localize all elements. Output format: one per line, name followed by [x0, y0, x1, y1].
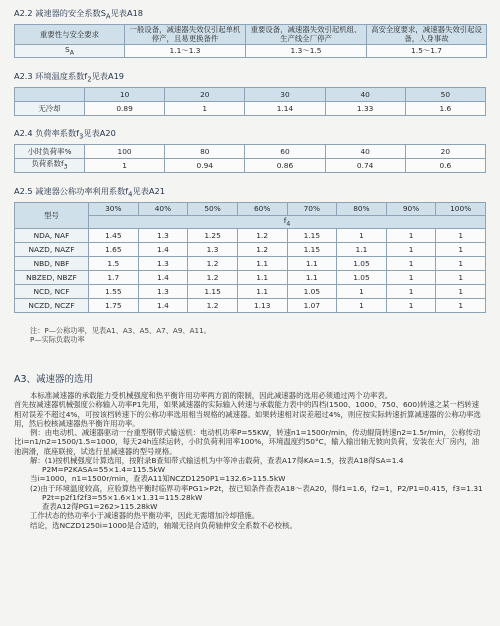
cell: 1.3: [188, 243, 238, 257]
cell: 1.3: [138, 285, 188, 299]
cell: 40: [325, 145, 405, 159]
section-a2-3-title: A2.3 环境温度系数$f_2$见表A19: [14, 71, 124, 84]
cell: 1.1: [337, 243, 387, 257]
cell: 1: [436, 271, 486, 285]
cell: 60: [245, 145, 325, 159]
section-a2-4-title: A2.4 负荷率系数$f_3$见表A20: [14, 128, 116, 141]
cell: 1.2: [188, 299, 238, 313]
note-line: 注：P—公称功率，见表A1、A3、A5、A7、A9、A11。: [30, 326, 211, 335]
cell: 1.2: [188, 271, 238, 285]
cell: 1.15: [287, 229, 337, 243]
header-cell: 40%: [138, 203, 188, 216]
header-cell: 50%: [188, 203, 238, 216]
header-cell: 30%: [89, 203, 139, 216]
header-cell: 重要设备，减速器失效引起机组、生产线全厂停产: [246, 25, 367, 45]
cell: 1.14: [245, 102, 325, 116]
row-label: 负荷系数$f_3$: [15, 159, 85, 173]
cell: 1.1: [287, 257, 337, 271]
paragraph: 查表A12得PG1=262>115.28kW: [42, 502, 158, 511]
model-cell: NBZED, NBZF: [15, 271, 89, 285]
paragraph: 本标准减速器的承载能力受机械强度和热平衡许用功率两方面的限制，因此减速器的选用必须通过两个功率表。: [30, 391, 393, 400]
cell: 1.7: [89, 271, 139, 285]
note-line: P—实际负载功率: [30, 335, 85, 344]
header-cell: 重要性与安全要求: [15, 25, 125, 45]
cell: 1: [386, 243, 436, 257]
section-a2-5-title: A2.5 减速器公称功率利用系数$f_4$见表A21: [14, 186, 165, 199]
cell: 1.4: [138, 271, 188, 285]
cell: 1.3: [138, 257, 188, 271]
cell: 100: [85, 145, 165, 159]
cell: 1.25: [188, 229, 238, 243]
temperature-factor-table: [14, 87, 486, 116]
paragraph: 例：由电动机、减速器驱动一台重型钢带式输送机：电动机功率P=55KW，转速n1=1500r/min，传动辊筒转速n2=1.5r/min，公称传动比i=n1/n2=1500/1.5=1000，每天24h连续运转，小时负荷利用率100%，环境温度约50°C，输入输出轴无彼向负荷，安装在大厂房内，油池润滑，底座联接，试选行星减速器的型号规格。: [14, 428, 481, 456]
cell: 1: [165, 102, 245, 116]
model-cell: NBD, NBF: [15, 257, 89, 271]
header-cell: 60%: [237, 203, 287, 216]
cell: 1: [386, 229, 436, 243]
cell: 1.1: [237, 271, 287, 285]
cell: 1: [436, 299, 486, 313]
load-factor-table: [14, 144, 486, 173]
cell: 1.2: [237, 229, 287, 243]
cell: 1.1: [287, 271, 337, 285]
paragraph: 当i=1000，n1=1500r/min，查表A11知NCZD1250P1=132.6>115.5kW: [30, 474, 286, 484]
model-cell: NCD, NCF: [15, 285, 89, 299]
cell: 1.2: [237, 243, 287, 257]
cell: 0.86: [245, 159, 325, 173]
f-label: $f_4$: [89, 216, 486, 229]
header-cell: 80%: [337, 203, 387, 216]
selection-text: [14, 391, 484, 530]
header-cell: 90%: [386, 203, 436, 216]
paragraph: 工作状态的热功率小于减速器的热平衡功率，因此无需增加冷却措施。: [30, 511, 260, 521]
section-a2-2-title: A2.2 减速器的安全系数$S_A$见表A18: [14, 8, 143, 21]
paragraph: 解：(1)按机械强度计算选用，按附录B查知带式输送机为中等冲击载荷，查表A17得KA=1.5，按表A18得SA=1.4: [30, 455, 404, 465]
cell: 1.05: [337, 257, 387, 271]
model-cell: NDA, NAF: [15, 229, 89, 243]
cell: 1.07: [287, 299, 337, 313]
paragraph: P2M=P2KASA=55×1.4=115.5kW: [42, 465, 166, 474]
cell: 1.1～1.3: [125, 44, 246, 57]
header-cell: 20: [165, 88, 245, 102]
cell: 1.6: [405, 102, 485, 116]
cell: 20: [405, 145, 485, 159]
cell: 1.05: [337, 271, 387, 285]
header-cell: 70%: [287, 203, 337, 216]
model-cell: NAZD, NAZF: [15, 243, 89, 257]
cell: 1.33: [325, 102, 405, 116]
cell: 1: [436, 229, 486, 243]
header-cell: 100%: [436, 203, 486, 216]
cell: 1.1: [237, 257, 287, 271]
cell: 1: [386, 299, 436, 313]
table-notes: [30, 326, 230, 344]
cell: 1.3～1.5: [246, 44, 367, 57]
cell: 1.55: [89, 285, 139, 299]
header-cell: 40: [325, 88, 405, 102]
paragraph: P2t=p2f1f2f3=55×1.6×1×1.31=115.28kW: [42, 492, 203, 502]
cell: 1: [436, 285, 486, 299]
cell: 1: [386, 271, 436, 285]
model-cell: NCZD, NCZF: [15, 299, 89, 313]
header-cell: 30: [245, 88, 325, 102]
cell: 1.4: [138, 299, 188, 313]
cell: 1.13: [237, 299, 287, 313]
cell: 1.5: [89, 257, 139, 271]
row-label: 小时负荷率%: [15, 145, 85, 159]
header-cell: 50: [405, 88, 485, 102]
cell: 1: [386, 257, 436, 271]
paragraph: 首先按减速器机械强度公称输入功率P1先用，如果减速器的实际输入转速与承载能力表中的四档(1500、1000、750、600)转速之某一档转速相对误差不超过4%，可按该档转速下的公称功率选用相当规格的减速器。如果转速相对误差超过4%，则应按实际转速折算减速器的公称功率选用，然后校核减速器热平衡许用功率。: [14, 400, 481, 428]
cell: 0.6: [405, 159, 485, 173]
cell: 1.4: [138, 243, 188, 257]
header-cell: 一般设备，减速器失效仅引起单机停产，且易更换备件: [125, 25, 246, 45]
cell: 1: [386, 285, 436, 299]
header-cell: 高安全度要求，减速器失效引起设备，人身事故: [367, 25, 487, 45]
cell: 1.65: [89, 243, 139, 257]
section-a3-title: A3、减速器的选用: [14, 374, 94, 385]
cell: 1: [436, 257, 486, 271]
paragraph: (2)由于环境温度较高，应验算热平衡时临界功率PG1>P2t，按已知条件查表A18～表A20，得f1=1.6，f2=1，P2/P1=0.415，f3=1.31: [30, 483, 483, 493]
cell: 1.2: [188, 257, 238, 271]
paragraph: 结论，选NCZD1250i=1000是合适的，轴端无径向负荷轴伸安全系数不必校核。: [30, 520, 297, 530]
cell: 1.15: [287, 243, 337, 257]
cell: 1.1: [237, 285, 287, 299]
cell: 0.89: [85, 102, 165, 116]
cell: 1: [337, 285, 387, 299]
cell: 1.05: [287, 285, 337, 299]
cell: 0.94: [165, 159, 245, 173]
cell: 1: [337, 299, 387, 313]
cell: 1: [85, 159, 165, 173]
cell: 1: [337, 229, 387, 243]
empty-cell: [15, 88, 85, 102]
cell: 0.74: [325, 159, 405, 173]
model-header: 型号: [15, 203, 89, 229]
cell: 80: [165, 145, 245, 159]
safety-factor-table: [14, 24, 487, 58]
cell: 1: [436, 243, 486, 257]
cell: 1.15: [188, 285, 238, 299]
cell: 1.5～1.7: [367, 44, 487, 57]
row-label: $S_A$: [15, 44, 125, 57]
cell: 1.75: [89, 299, 139, 313]
power-utilization-table: [14, 202, 486, 313]
row-label: 无冷却: [15, 102, 85, 116]
cell: 1.3: [138, 229, 188, 243]
cell: 1.45: [89, 229, 139, 243]
header-cell: 10: [85, 88, 165, 102]
